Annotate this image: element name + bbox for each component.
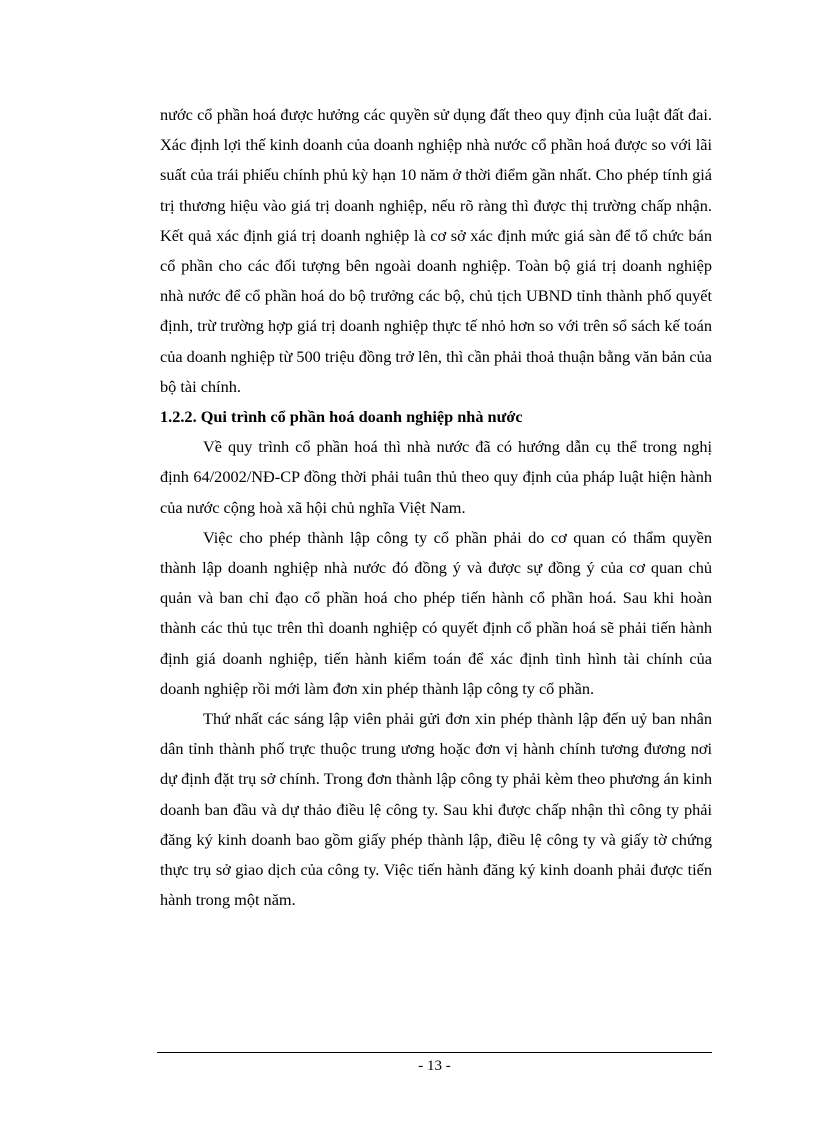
paragraph-approval: Việc cho phép thành lập công ty cổ phần phải do cơ quan có thẩm quyền thành lập doanh nghiệp nhà nước đó đồng ý và được sự đồng ý của cơ quan chủ quản và ban chỉ đạo cổ phần hoá cho phép tiến hành cổ phần hoá. Sau khi hoàn thành các thủ tục trên thì doanh nghiệp có quyết định cổ phần hoá sẽ phải tiến hành định giá doanh nghiệp, tiến hành kiểm toán để xác định tình hình tài chính của doanh nghiệp rồi mới làm đơn xin phép thành lập công ty cổ phần. [160, 527, 712, 698]
page-body [160, 100, 712, 915]
footer-divider [157, 1052, 712, 1053]
page-number: - 13 - [418, 1058, 451, 1074]
paragraph-registration: Thứ nhất các sáng lập viên phải gửi đơn xin phép thành lập đến uỷ ban nhân dân tỉnh thành phố trực thuộc trung ương hoặc đơn vị hành chính tương đương nơi dự định đặt trụ sở chính. Trong đơn thành lập công ty phải kèm theo phương án kinh doanh ban đầu và dự thảo điều lệ công ty. Sau khi được chấp nhận thì công ty phải đăng ký kinh doanh bao gồm giấy phép thành lập, điều lệ công ty và giấy tờ chứng thực trụ sở giao dịch của công ty. Việc tiến hành đăng ký kinh doanh phải được tiến hành trong một năm. [160, 709, 712, 910]
paragraph-continuation: nước cổ phần hoá được hưởng các quyền sử dụng đất theo quy định của luật đất đai. Xác định lợi thế kinh doanh của doanh nghiệp nhà nước cổ phần hoá được so với lãi suất của trái phiếu chính phủ kỳ hạn 10 năm ở thời điểm gần nhất. Cho phép tính giá trị thương hiệu vào giá trị doanh nghiệp, nếu rõ ràng thì được thị trường chấp nhận. Kết quả xác định giá trị doanh nghiệp là cơ sở xác định mức giá sàn để tổ chức bán cổ phần cho các đối tượng bên ngoài doanh nghiệp. Toàn bộ giá trị doanh nghiệp nhà nước để cổ phần hoá do bộ trưởng các bộ, chủ tịch UBND tỉnh thành phố quyết định, trừ trường hợp giá trị doanh nghiệp thực tế nhỏ hơn so với trên sổ sách kế toán của doanh nghiệp từ 500 triệu đồng trở lên, thì cần phải thoả thuận bằng văn bản của bộ tài chính. [160, 105, 712, 396]
paragraph-process-intro: Về quy trình cổ phần hoá thì nhà nước đã có hướng dẫn cụ thể trong nghị định 64/2002/NĐ-CP đồng thời phải tuân thủ theo quy định của pháp luật hiện hành của nước cộng hoà xã hội chủ nghĩa Việt Nam. [160, 437, 712, 517]
section-heading: 1.2.2. Qui trình cổ phần hoá doanh nghiệp nhà nước [160, 407, 523, 427]
